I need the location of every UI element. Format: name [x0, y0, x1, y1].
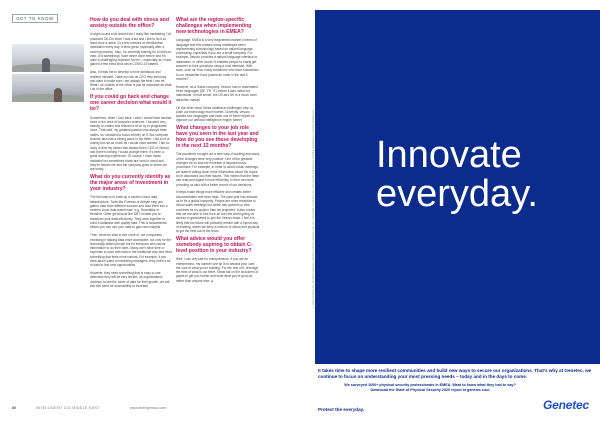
body-paragraph: Sometimes, when I look back, I wish I would have studied more in the area of computer sciences. I focused very heavily on maths and relaxed a lot to try to programme more. That said, my greatest passion has always been maths, so I decided to focus entirely on it. But computer science also has a strong place in my heart. I did a lot of coding but not as much as I would have wanted. I am so lucky in that my career has always been CEO of Vesoco and there's nothing I would change there. It's been a great learning experience. Of course, I have made mistakes but sometimes those are hard to avoid and they've helped me and the company grow to where we are today. [90, 115, 172, 172]
section-tag: GET TO KNOW [12, 14, 58, 23]
article-column-left [90, 18, 172, 292]
section-heading: What changes to your job role have you seen in the last year and how do you see these developing in the next 12 months? [176, 125, 259, 150]
legal-note: ©2021 Genetec Inc. All rights reserved. Genetec and the Genetec logo are trademarks of Genetec Inc. and may be registered or pending registration in several jurisdictions. [312, 109, 315, 308]
body-paragraph: However, they need something that is easy to use, otherwise they will be very limited. As organisations continue to see the value of data for their growth, we will see this need for accessibility to increase. [90, 271, 170, 289]
photo-meditation [12, 44, 84, 72]
page-number: 80 [12, 406, 16, 410]
photo-figure [42, 58, 50, 72]
photo-landscape [12, 94, 84, 102]
advert-hero-block [315, 10, 600, 364]
section-heading: What are the region-specific challenges when implementing new technologies in EMEA? [176, 17, 252, 35]
photo-training [12, 74, 84, 102]
advert-page [311, 0, 600, 424]
article-column-right [176, 18, 260, 287]
body-paragraph: Then, what we start to see more of, are companies investing in making data more accessible, not only for the technically skilled people but for everyone who needs information to do their roles. Many don't have time or expertise to work with data in the traditional way and need something that feels more natural. For example, if you think about sales or marketing managers, they need a lot of data to find new opportunities. [90, 233, 172, 268]
body-paragraph: The first step is to build up a modern cloud data infrastructure. Tools like Fivetran or Airbyte help you gather data from different sources and load them into a modern cloud data warehouse, e.g. Snowflake or Redshift. Other great tools like DBT, enable you to transform your data effectively. They work together to build a database with quality data. This is fundamental before you can use your data to gain new insights. [90, 195, 168, 230]
body-paragraph: The pandemic brought out a new way of working and many of the changes were very positive. One of the greatest changes for us was the increase of asynchronous processes. For example, in order to avoid virtual meetings, we started writing down more information about the topics to be discussed and their issues. This means that the team can read and digest it more efficiently, in their own time, providing us also with a better record of our decisions. [176, 152, 260, 187]
advert-body [318, 368, 596, 393]
advert-tagline: Protect the everyday. [318, 407, 365, 412]
advert-lead-text: It takes time to shape more resilient communities and build new ways to secure our organizations. That's why at Genetec, we continue to focus on understanding your most pressing needs – today and in the days to come. [318, 368, 592, 379]
website-url: www.intelligentcio.com [130, 406, 167, 410]
survey-line: We surveyed 1600+ physical security professionals in EMEA. Want to know what they had to say? [344, 383, 516, 387]
body-paragraph: It might sound a bit clichéd but I really like meditating. I've practiced Tai-Chi since I was a kid and I like to do it at least once a week. Or a few minutes of mindfulness meditation every day. It feels great, especially after a morning session. Also, I'm currently training for a half iron-man. It is something I have never done before and it's quite a challenging objective for me – especially as I have gained a few extra kilos since COVID-19 started. [90, 32, 172, 67]
body-paragraph: On the other hand, these additional challenges help us push our technology much further. Currently, Vesoco speaks four languages and each one of them helped us improve our artificial intelligence engine further. [176, 105, 255, 123]
advert-headline [376, 136, 586, 214]
photo-figure [54, 88, 62, 102]
body-paragraph: Also, it helps me to develop a more ambitious and resilient mindset. I take my role as CEO very seriously and want to make sure I am always the best I can be. What I do outside of the office is just as important as what I do in the office. [90, 70, 172, 92]
body-paragraph: However, as a Swiss company, Vesoco had to understand three languages (DE, FR, IT) before it was rolled out nationwide. In that sense, the US and UK is a much more attractive market. [176, 84, 258, 102]
section-heading: If you could go back and change one career decision what would it be? [90, 94, 172, 113]
section-heading: What do you currently identify as the major areas of investment in your industry? [90, 174, 171, 192]
page-footer [12, 406, 288, 414]
body-paragraph: Well, I can only talk for entrepreneurs. If you are an entrepreneur, my number one tip is to second your core, the core of what you're building. For the rest of it, leverage the best of what is out there. Stand tall on the shoulders of giants to get you further and build what you're good at, better than anyone else. ∎ [176, 257, 259, 283]
headline-line: Innovate [376, 134, 522, 176]
magazine-name: INTELLIGENT CIO MIDDLE EAST [36, 406, 100, 410]
body-paragraph: Language. EMEA is a very fragmented market in terms of language and this creates many challenges when implementing a technology based on natural language processing, especially if you are a small company. For example, Vesoco provides a natural language interface to databases. In other words, it enables people to easily get answers to their questions using a chat interface. With tools, such as 'How many customers who have subscribed to our newsletter have placed an order in the last 6 months?'. [176, 38, 259, 81]
genetec-logo: Genetec [543, 398, 589, 412]
headline-line: everyday. [376, 173, 538, 215]
download-line: Download the State of Physical Security 2020 report at genetec.com [370, 388, 490, 392]
body-paragraph: It helps make things more efficient and creates better documentation and more data. The past year has allowed us to be a global company. People are more receptive to virtual sales meetings too which has opened up new countries for us quicker than we projected. It also meant that we are able to hire from all over the world giving us access to great talent to join the Vesoco team. I feel it is likely that the future will probably remain with a hybrid way of working, where we keep a mixture of virtual and physical to get the best out of the team. [176, 190, 260, 234]
section-heading: How do you deal with stress and anxiety outside the office? [90, 17, 169, 29]
section-heading: What advice would you offer somebody aspiring to obtain C-level position in your industry? [176, 236, 253, 254]
